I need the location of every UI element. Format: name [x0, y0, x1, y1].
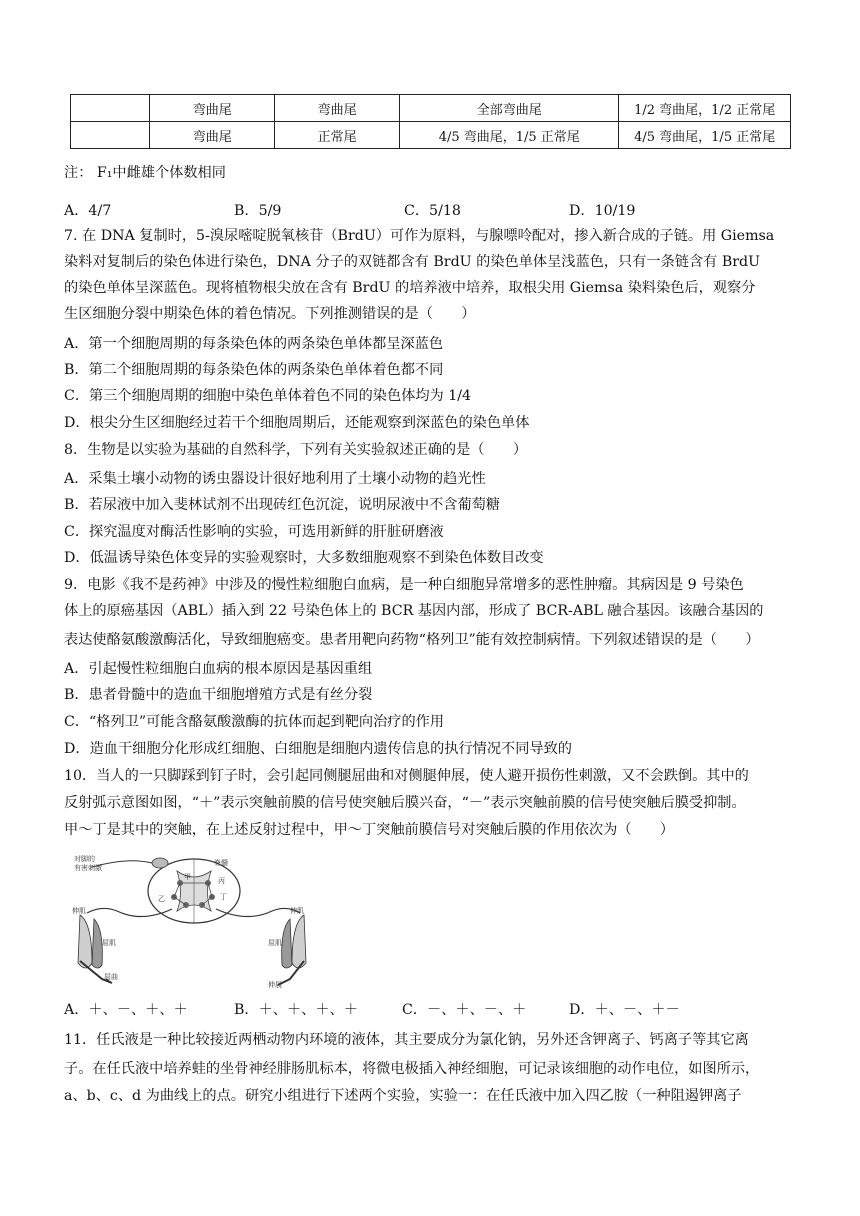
q7-option-c[interactable]: C．第三个细胞周期的细胞中染色单体着色不同的染色体均为 1/4 — [64, 388, 472, 404]
q9-stem-line: 表达使酪氨酸激酶活化，导致细胞癌变。患者用靶向药物“格列卫”能有效控制病情。下列叙述错误的是（ ） — [64, 632, 760, 648]
option-d[interactable]: D．10/19 — [569, 203, 636, 219]
label-stimulus: 对脚的 — [74, 855, 95, 863]
label-synapse-yi: 乙 — [158, 895, 165, 903]
table-cell: 弯曲尾 — [150, 122, 275, 149]
label-extension: 伸展 — [268, 981, 282, 989]
q8-option-d[interactable]: D．低温诱导染色体变异的实验观察时，大多数细胞观察不到染色体数目改变 — [64, 550, 544, 566]
table-cell: 全部弯曲尾 — [400, 95, 619, 122]
option-c[interactable]: C．5/18 — [404, 203, 461, 219]
table-cell: 1/2 弯曲尾，1/2 正常尾 — [619, 95, 791, 122]
label-synapse-ding: 丁 — [220, 893, 227, 901]
q11-stem-line: 子。在任氏液中培养蛙的坐骨神经腓肠肌标本，将微电极插入神经细胞，可记录该细胞的动作电位，如图所示， — [64, 1061, 760, 1077]
table-cell: 4/5 弯曲尾，1/5 正常尾 — [619, 122, 791, 149]
results-table — [70, 94, 791, 149]
q9-stem-line: 9．电影《我不是药神》中涉及的慢性粒细胞白血病，是一种白细胞异常增多的恶性肿瘤。其病因是 9 号染色 — [64, 577, 744, 593]
table-cell — [71, 95, 150, 122]
option-d[interactable]: D．＋、－、＋－ — [569, 1002, 680, 1018]
table-cell: 弯曲尾 — [150, 95, 275, 122]
table-cell: 4/5 弯曲尾，1/5 正常尾 — [400, 122, 619, 149]
table-note: 注： F₁中雌雄个体数相同 — [64, 165, 226, 181]
label-synapse-bing: 丙 — [218, 877, 225, 885]
label-right-muscle-2: 屈肌 — [268, 939, 282, 947]
option-c[interactable]: C．－、＋、－、＋ — [402, 1002, 527, 1018]
q8-option-a[interactable]: A．采集土壤小动物的诱虫器设计很好地利用了土壤小动物的趋光性 — [64, 471, 486, 487]
label-stimulus-2: 有害刺激 — [74, 864, 102, 872]
q11-stem-line: a、b、c、d 为曲线上的点。研究小组进行下述两个实验，实验一：在任氏液中加入四乙胺（一种阻遏钾离子 — [64, 1088, 742, 1104]
q9-option-b[interactable]: B．患者骨髓中的造血干细胞增殖方式是有丝分裂 — [64, 687, 373, 703]
label-flexion: 屈曲 — [104, 973, 118, 981]
label-spinal-cord: 脊髓 — [214, 859, 228, 867]
q9-option-c[interactable]: C．“格列卫”可能含酪氨酸激酶的抗体而起到靶向治疗的作用 — [64, 714, 445, 730]
q7-option-d[interactable]: D．根尖分生区细胞经过若干个细胞周期后，还能观察到深蓝色的染色单体 — [64, 415, 530, 431]
option-a[interactable]: A．4/7 — [64, 203, 112, 219]
q8-option-b[interactable]: B．若尿液中加入斐林试剂不出现砖红色沉淀，说明尿液中不含葡萄糖 — [64, 497, 501, 513]
reflex-arc-figure — [72, 853, 312, 989]
q10-stem-line: 反射弧示意图如图，“＋”表示突触前膜的信号使突触后膜兴奋，“－”表示突触前膜的信号使突触后膜受抑制。 — [64, 795, 746, 811]
label-left-muscle-1: 伸肌 — [72, 907, 86, 915]
q7-option-a[interactable]: A．第一个细胞周期的每条染色体的两条染色单体都呈深蓝色 — [64, 336, 444, 352]
q7-option-b[interactable]: B．第二个细胞周期的每条染色体的两条染色单体着色都不同 — [64, 362, 444, 378]
q7-stem-line: 的染色单体呈深蓝色。现将植物根尖放在含有 BrdU 的培养液中培养，取根尖用 Giemsa 染料染色后，观察分 — [64, 280, 756, 296]
q9-option-d[interactable]: D．造血干细胞分化形成红细胞、白细胞是细胞内遗传信息的执行情况不同导致的 — [64, 741, 572, 757]
q7-stem-line: 生区细胞分裂中期染色体的着色情况。下列推测错误的是（ ） — [64, 306, 476, 322]
table-row — [71, 95, 791, 122]
label-left-muscle-2: 屈肌 — [102, 939, 116, 947]
reflex-arc-diagram — [72, 853, 312, 989]
q9-option-a[interactable]: A．引起慢性粒细胞白血病的根本原因是基因重组 — [64, 661, 373, 677]
label-synapse-jia: 甲 — [184, 873, 191, 881]
q7-stem-line: 染料对复制后的染色体进行染色，DNA 分子的双链都含有 BrdU 的染色单体呈浅蓝色，只有一条链含有 BrdU — [64, 254, 761, 270]
table-cell — [71, 122, 150, 149]
q10-stem-line: 甲～丁是其中的突触，在上述反射过程中，甲～丁突触前膜信号对突触后膜的作用依次为（ ） — [64, 822, 675, 838]
label-right-muscle-1: 伸肌 — [290, 907, 304, 915]
q9-stem-line: 体上的原癌基因（ABL）插入到 22 号染色体上的 BCR 基因内部，形成了 BCR-ABL 融合基因。该融合基因的 — [64, 603, 764, 619]
option-a[interactable]: A．＋、－、＋、＋ — [64, 1002, 188, 1018]
q7-stem-line: 7. 在 DNA 复制时，5-溴尿嘧啶脱氧核苷（BrdU）可作为原料，与腺嘌呤配对，掺入新合成的子链。用 Giemsa — [64, 228, 775, 244]
option-b[interactable]: B．＋、＋、＋、＋ — [234, 1002, 358, 1018]
q8-stem-line: 8．生物是以实验为基础的自然科学，下列有关实验叙述正确的是（ ） — [64, 442, 528, 458]
table-cell: 弯曲尾 — [275, 95, 400, 122]
option-b[interactable]: B．5/9 — [234, 203, 282, 219]
q8-option-c[interactable]: C．探究温度对酶活性影响的实验，可选用新鲜的肝脏研磨液 — [64, 524, 444, 540]
q10-stem-line: 10．当人的一只脚踩到钉子时，会引起同侧腿屈曲和对侧腿伸展，使人避开损伤性刺激，又不会跌倒。其中的 — [64, 768, 749, 784]
table-row — [71, 122, 791, 149]
q11-stem-line: 11．任氏液是一种比较接近两栖动物内环境的液体，其主要成分为氯化钠，另外还含钾离子、钙离子等其它离 — [64, 1032, 749, 1048]
table-cell: 正常尾 — [275, 122, 400, 149]
